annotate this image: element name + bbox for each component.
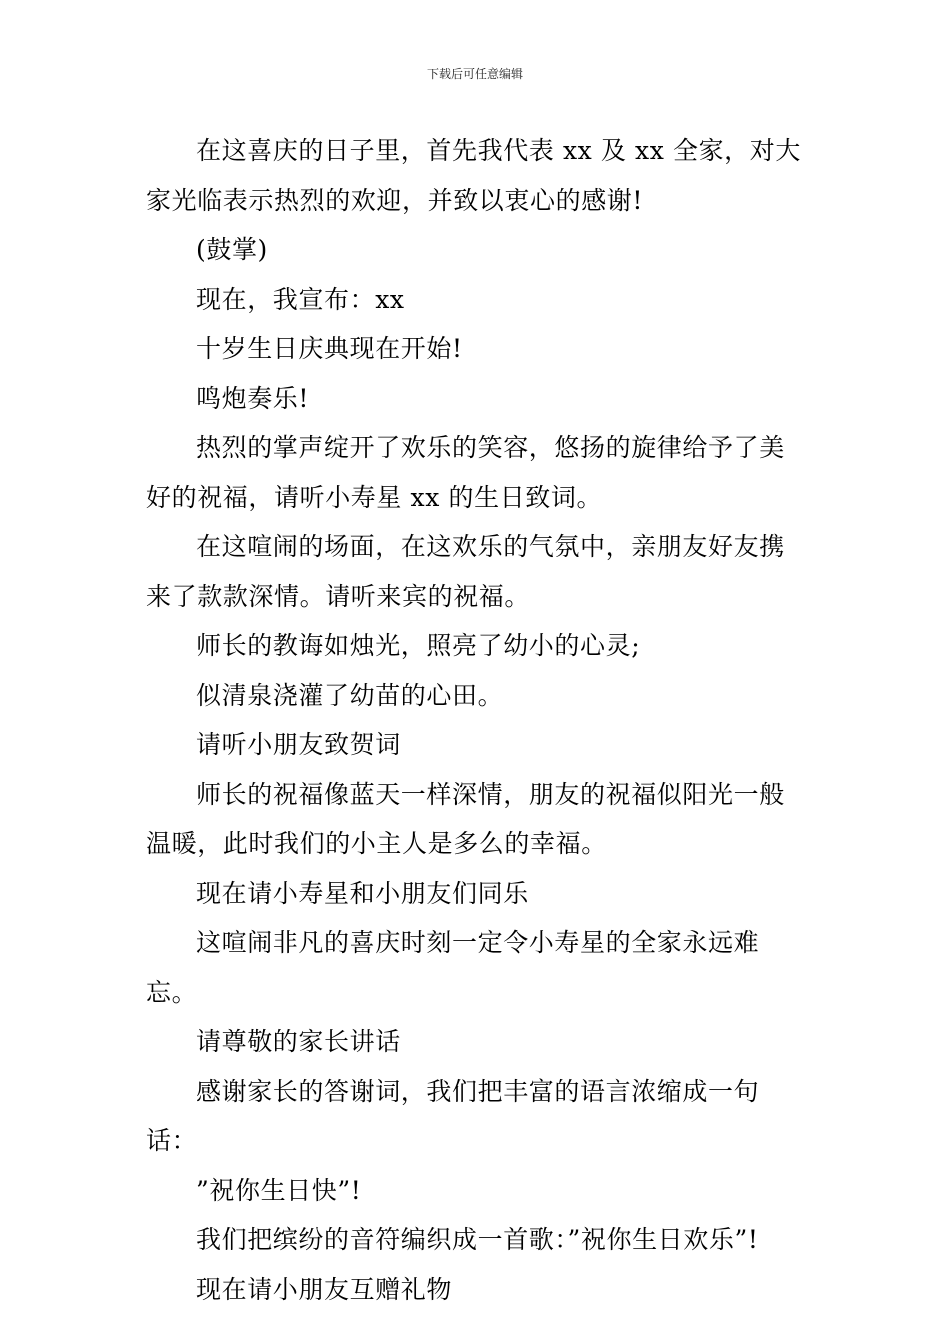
paragraph-7: 在这喧闹的场面，在这欢乐的气氛中，亲朋友好友携来了款款深情。请听来宾的祝福。 xyxy=(146,532,785,611)
paragraph-17: 我们把缤纷的音符编织成一首歌：”祝你生日欢乐”! xyxy=(196,1225,759,1254)
paragraph-6: 热烈的掌声绽开了欢乐的笑容，悠扬的旋律给予了美好的祝福，请听小寿星 xx 的生日致词。 xyxy=(146,433,785,512)
paragraph-8: 师长的教诲如烛光，照亮了幼小的心灵; xyxy=(196,631,641,660)
paragraph-3: 现在，我宣布：xx xyxy=(196,284,405,314)
document-body xyxy=(146,126,806,1314)
paragraph-13: 这喧闹非凡的喜庆时刻一定令小寿星的全家永远难忘。 xyxy=(146,928,760,1007)
paragraph-16: ”祝你生日快”! xyxy=(196,1175,362,1205)
paragraph-9: 似清泉浇灌了幼苗的心田。 xyxy=(196,680,504,710)
paragraph-1: 在这喜庆的日子里，首先我代表 xx 及 xx 全家，对大家光临表示热烈的欢迎，并致以衷心的感谢! xyxy=(146,136,801,215)
paragraph-11: 师长的祝福像蓝天一样深情，朋友的祝福似阳光一般温暖，此时我们的小主人是多么的幸福。 xyxy=(146,779,785,858)
paragraph-2: (鼓掌) xyxy=(196,235,268,264)
paragraph-12: 现在请小寿星和小朋友们同乐 xyxy=(196,878,529,908)
paragraph-15: 感谢家长的答谢词，我们把丰富的语言浓缩成一句话： xyxy=(146,1076,760,1155)
paragraph-14: 请尊敬的家长讲话 xyxy=(196,1027,401,1056)
page-header-note: 下载后可任意编辑 xyxy=(426,67,523,81)
paragraph-18: 现在请小朋友互赠礼物 xyxy=(196,1274,453,1304)
paragraph-4: 十岁生日庆典现在开始! xyxy=(196,334,463,363)
paragraph-10: 请听小朋友致贺词 xyxy=(196,730,401,759)
paragraph-5: 鸣炮奏乐! xyxy=(196,383,310,413)
